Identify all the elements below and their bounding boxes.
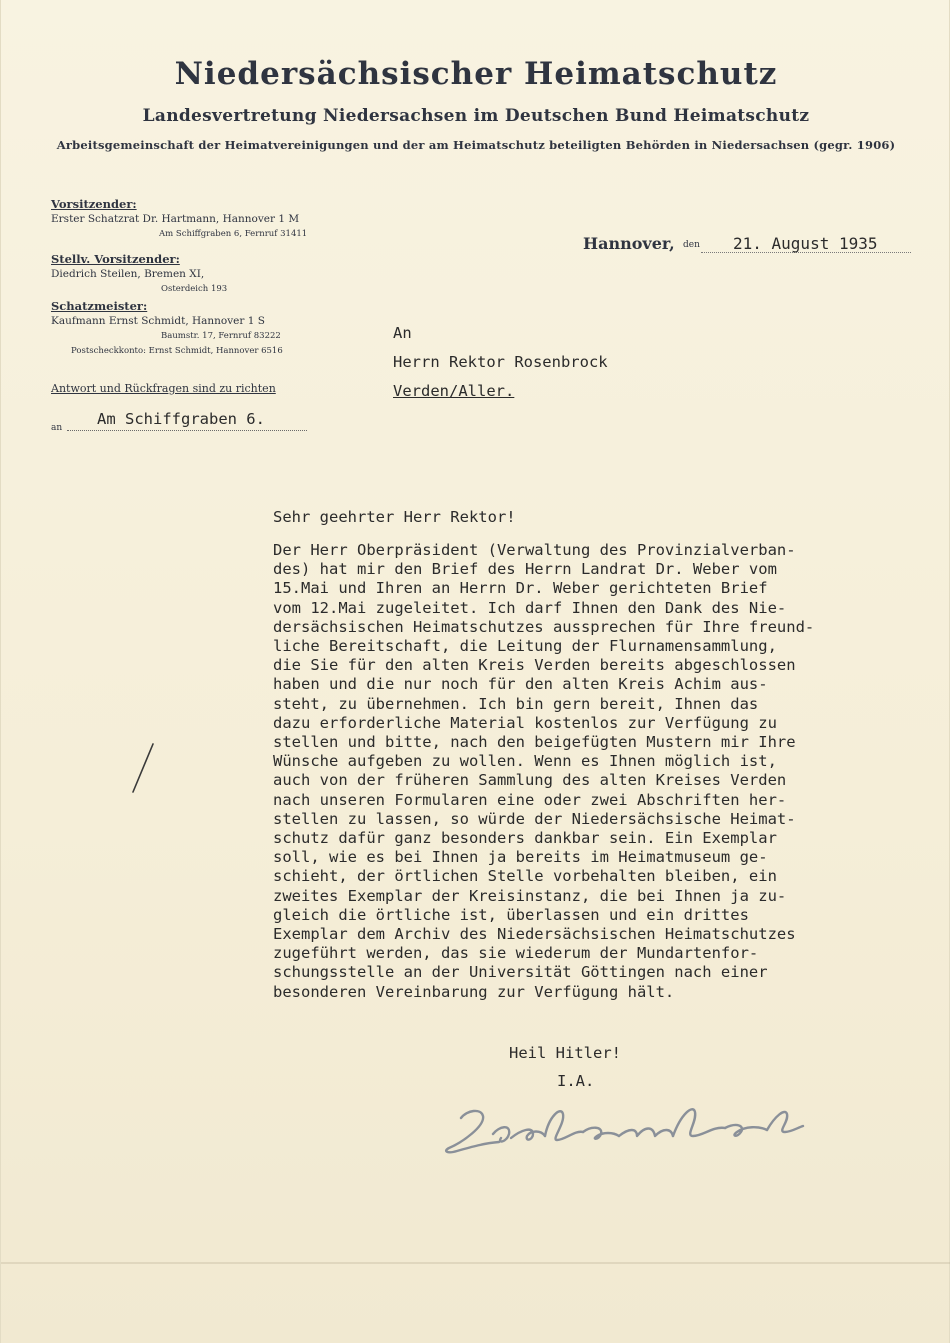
body-line: nach unseren Formularen eine oder zwei Abschriften her- [273,790,787,809]
deputy-name: Diedrich Steilen, Bremen XI, [51,268,205,280]
date-den: den [683,240,700,250]
treasurer-address: Baumstr. 17, Fernruf 83222 [161,331,281,341]
letterhead-description: Arbeitsgemeinschaft der Heimatvereinigungen und der am Heimatschutz beteiligten Behörden in Niedersachsen (gegr. 1906) [56,138,896,152]
deputy-address: Osterdeich 193 [161,284,228,294]
chair-name: Erster Schatzrat Dr. Hartmann, Hannover 1 M [51,213,300,225]
body-line: schungsstelle an der Universität Göttingen nach einer [273,963,768,982]
body-line: Exemplar dem Archiv des Niedersächsischen Heimatschutzes [273,925,796,944]
letterhead-subtitle: Landesvertretung Niedersachsen im Deutschen Bund Heimatschutz [142,106,810,126]
body-line: haben und die nur noch für den alten Kreis Achim aus- [273,675,768,694]
reply-note: Antwort und Rückfragen sind zu richten [51,382,276,395]
reply-address-line [67,430,307,431]
body-line: auch von der früheren Sammlung des alten Kreises Verden [273,771,787,790]
body-line: Wünsche aufgeben zu wollen. Wenn es Ihnen möglich ist, [273,752,777,771]
treasurer-label: Schatzmeister: [51,299,148,313]
body-line: schieht, der örtlichen Stelle vorbehalten bleiben, ein [273,867,777,886]
reply-address: Am Schiffgraben 6. [97,410,265,428]
letter-date: 21. August 1935 [733,234,878,253]
recipient-line-3: Verden/Aller. [393,382,515,400]
letter-body [273,541,943,1002]
pencil-mark [129,742,159,794]
body-line: zugeführt werden, das sie wiederum der Mundartenfor- [273,944,759,963]
body-line: des) hat mir den Brief des Herrn Landrat Dr. Weber vom [273,560,777,579]
closing-ia: I.A. [557,1072,595,1090]
body-line: schutz dafür ganz besonders dankbar sein. Ein Exemplar [273,829,777,848]
body-line: liche Bereitschaft, die Leitung der Flurnamensammlung, [273,637,777,656]
body-line: zweites Exemplar der Kreisinstanz, die bei Ihnen ja zu- [273,886,787,905]
body-line: steht, zu übernehmen. Ich bin gern bereit, Ihnen das [273,694,759,713]
paper-fold [1,1262,950,1264]
body-line: stellen und bitte, nach den beigefügten Mustern mir Ihre [273,733,796,752]
body-line: 15.Mai und Ihren an Herrn Dr. Weber gerichteten Brief [273,579,768,598]
date-place: Hannover, [583,234,675,253]
recipient-line-2: Herrn Rektor Rosenbrock [393,353,608,371]
recipient-line-1: An [393,324,412,342]
body-line: soll, wie es bei Ihnen ja bereits im Heimatmuseum ge- [273,848,768,867]
treasurer-name: Kaufmann Ernst Schmidt, Hannover 1 S [51,315,265,327]
letterhead-title: Niedersächsischer Heimatschutz [174,56,778,92]
body-line: stellen zu lassen, so würde der Niedersächsische Heimat- [273,809,796,828]
body-line: Der Herr Oberpräsident (Verwaltung des Provinzialverban- [273,541,796,559]
salutation: Sehr geehrter Herr Rektor! [273,508,516,526]
chair-address: Am Schiffgraben 6, Fernruf 31411 [159,229,308,239]
reply-prefix: an [51,423,63,433]
treasurer-postal: Postscheckkonto: Ernst Schmidt, Hannover 6516 [71,346,283,356]
body-line: die Sie für den alten Kreis Verden bereits abgeschlossen [273,656,796,675]
body-line: vom 12.Mai zugeleitet. Ich darf Ihnen den Dank des Nie- [273,598,787,617]
deputy-label: Stellv. Vorsitzender: [51,252,180,266]
closing-greeting: Heil Hitler! [509,1044,621,1062]
chair-label: Vorsitzender: [51,197,137,211]
body-line: besonderen Vereinbarung zur Verfügung hält. [273,982,675,1001]
body-line: gleich die örtliche ist, überlassen und ein drittes [273,905,749,924]
body-line: dersächsischen Heimatschutzes aussprechen für Ihre freund- [273,617,815,636]
body-line: dazu erforderliche Material kostenlos zur Verfügung zu [273,713,777,732]
handwritten-signature [441,1096,811,1166]
board-info [51,197,351,359]
